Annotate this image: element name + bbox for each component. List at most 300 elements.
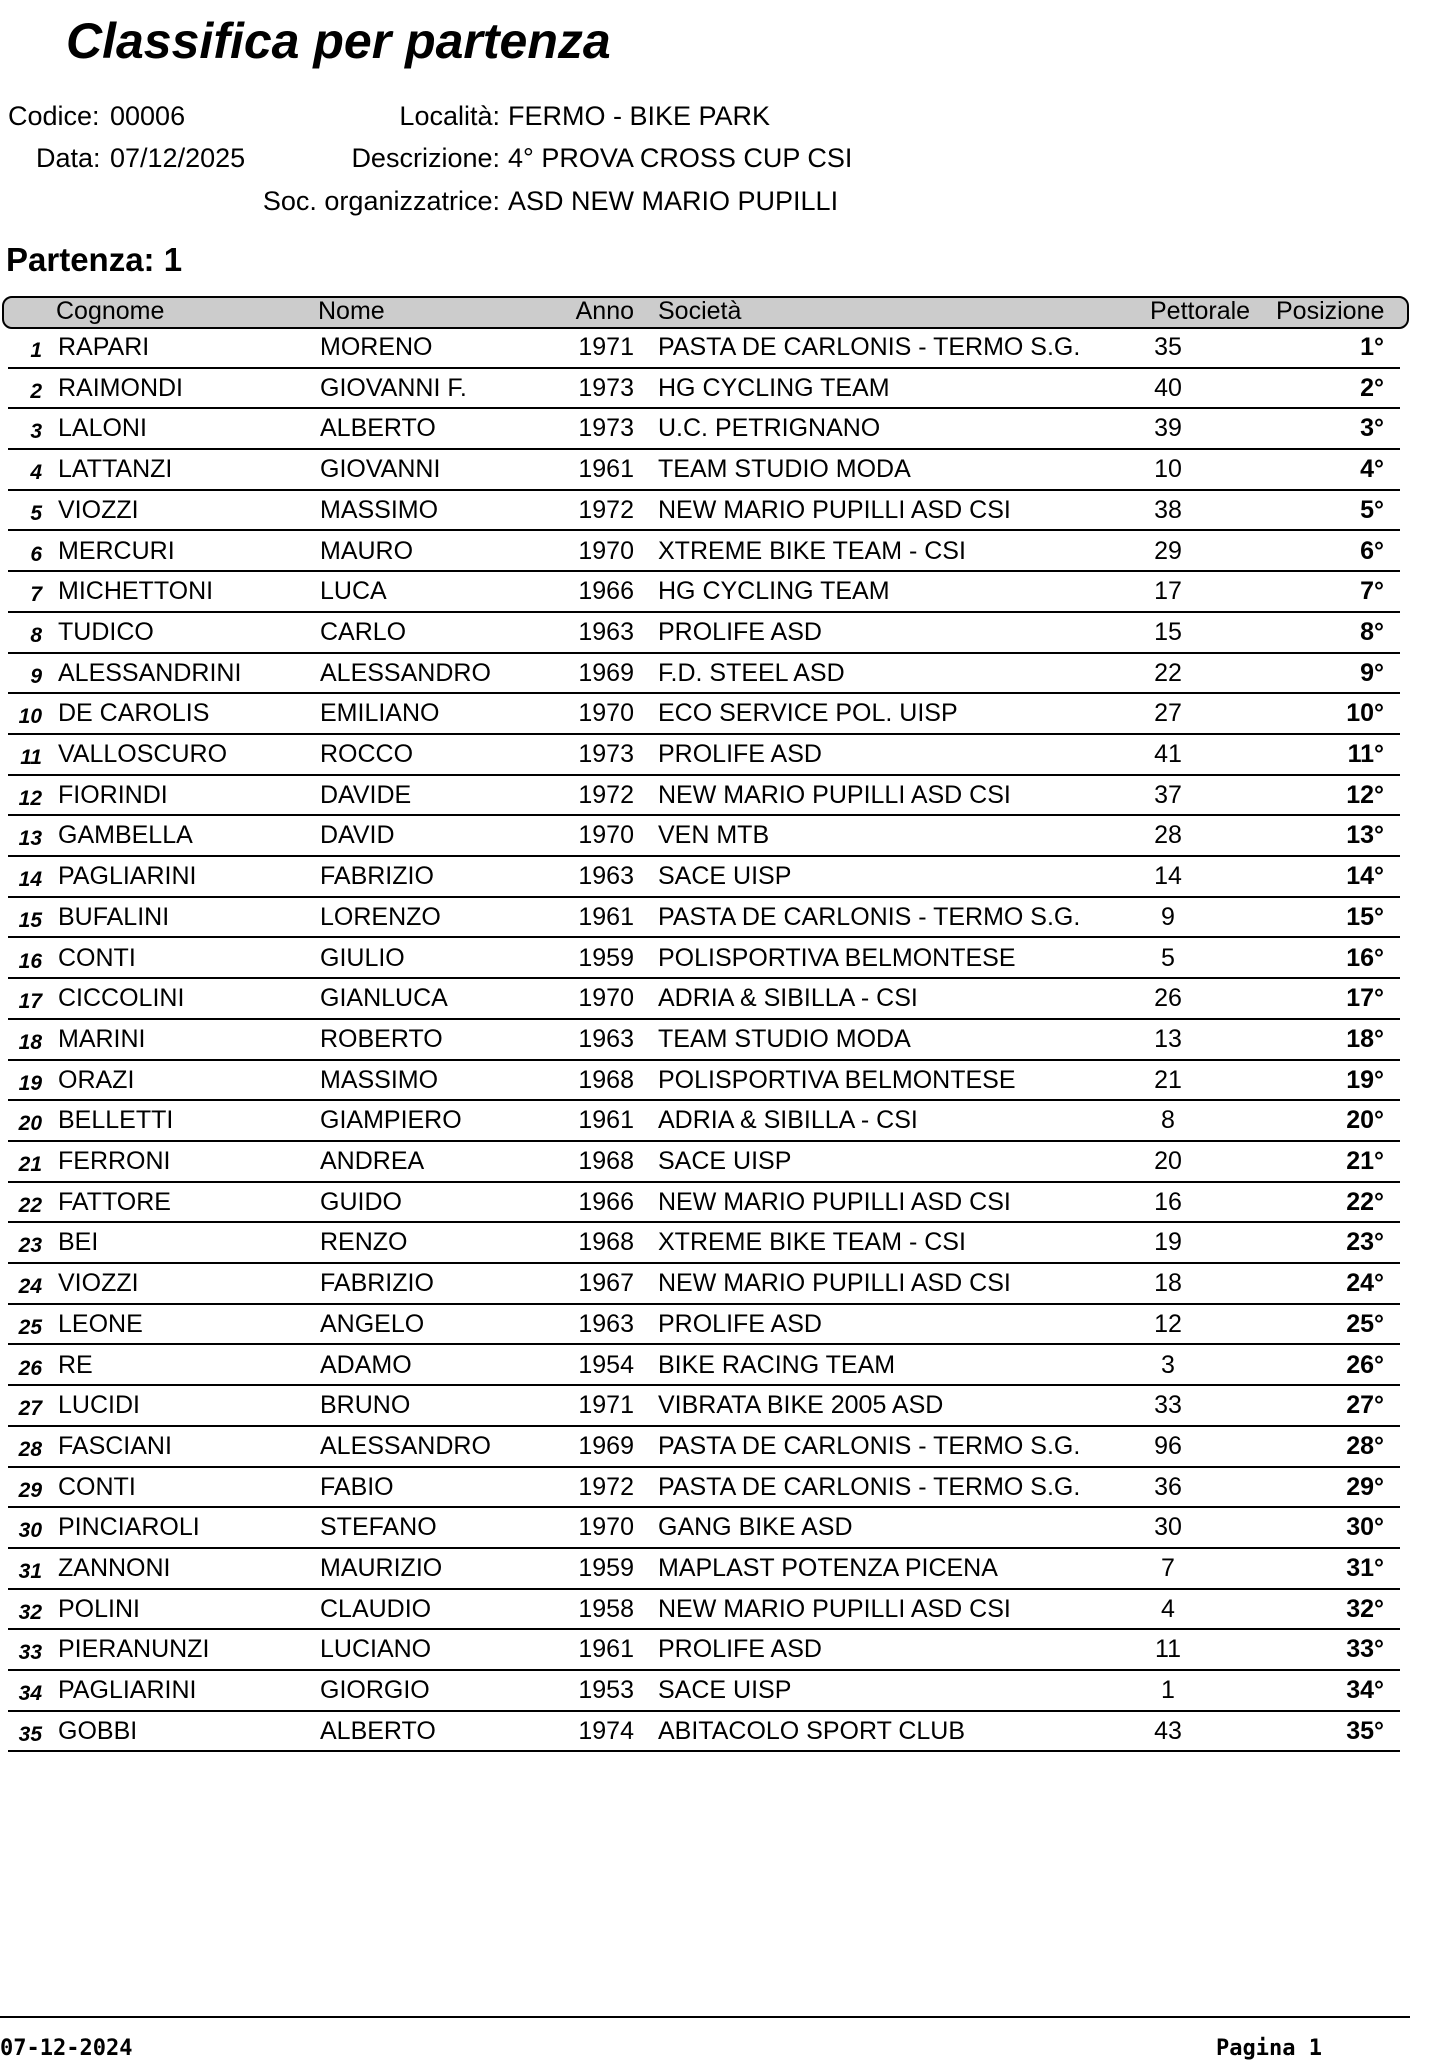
cell-posizione: 29° [1346, 1472, 1384, 1501]
cell-anno: 1970 [578, 984, 634, 1013]
table-row [8, 450, 1400, 491]
cell-pettorale: 41 [1154, 740, 1182, 768]
cell-cognome: POLINI [58, 1594, 140, 1623]
codice-value: 00006 [110, 101, 186, 131]
cell-posizione: 27° [1346, 1391, 1384, 1420]
cell-anno: 1973 [578, 740, 634, 768]
row-number: 13 [18, 827, 42, 851]
table-row [8, 1427, 1400, 1468]
cell-posizione: 2° [1360, 373, 1384, 402]
cell-nome: FABRIZIO [320, 1269, 434, 1298]
cell-nome: GIULIO [320, 943, 405, 972]
cell-posizione: 23° [1346, 1228, 1384, 1257]
cell-cognome: RE [58, 1350, 93, 1379]
cell-posizione: 32° [1346, 1594, 1384, 1623]
data-value: 07/12/2025 [110, 143, 246, 173]
row-number: 7 [30, 583, 42, 607]
table-row [8, 735, 1400, 776]
cell-societa: PASTA DE CARLONIS - TERMO S.G. [658, 333, 1081, 361]
table-row [8, 939, 1400, 980]
table-row [8, 328, 1400, 369]
cell-anno: 1971 [578, 333, 634, 361]
cell-posizione: 16° [1346, 943, 1384, 972]
cell-cognome: PINCIAROLI [58, 1513, 200, 1542]
cell-anno: 1970 [578, 699, 634, 728]
row-number: 23 [18, 1234, 42, 1258]
cell-pettorale: 7 [1161, 1554, 1175, 1582]
row-number: 2 [30, 379, 42, 403]
cell-posizione: 35° [1346, 1716, 1384, 1745]
cell-pettorale: 37 [1154, 780, 1182, 809]
table-row [8, 491, 1400, 532]
table-row [8, 776, 1400, 817]
cell-societa: POLISPORTIVA BELMONTESE [658, 943, 1016, 972]
cell-pettorale: 36 [1154, 1472, 1182, 1501]
cell-anno: 1970 [578, 536, 634, 565]
cell-pettorale: 16 [1154, 1187, 1182, 1216]
cell-pettorale: 5 [1161, 943, 1175, 972]
cell-societa: F.D. STEEL ASD [658, 658, 845, 687]
cell-posizione: 7° [1360, 577, 1384, 606]
table-row [8, 898, 1400, 939]
cell-nome: GIOVANNI F. [320, 373, 467, 402]
cell-posizione: 30° [1346, 1513, 1384, 1542]
cell-societa: VEN MTB [658, 821, 770, 850]
row-number: 34 [18, 1682, 42, 1706]
cell-pettorale: 3 [1161, 1350, 1175, 1379]
localita-value: FERMO - BIKE PARK [508, 101, 771, 131]
cell-nome: ALBERTO [320, 414, 436, 443]
table-row [8, 1346, 1400, 1387]
cell-pettorale: 15 [1154, 617, 1182, 646]
cell-nome: MAURIZIO [320, 1554, 443, 1582]
cell-societa: ADRIA & SIBILLA - CSI [658, 1106, 918, 1135]
cell-pettorale: 29 [1154, 536, 1182, 565]
cell-nome: CARLO [320, 617, 407, 646]
cell-anno: 1959 [578, 1554, 634, 1582]
cell-societa: PASTA DE CARLONIS - TERMO S.G. [658, 902, 1081, 931]
cell-nome: LUCIANO [320, 1635, 432, 1664]
row-number: 30 [18, 1519, 42, 1543]
cell-societa: NEW MARIO PUPILLI ASD CSI [658, 1187, 1011, 1216]
table-row [8, 1508, 1400, 1549]
cell-societa: PROLIFE ASD [658, 740, 822, 768]
table-row [8, 1223, 1400, 1264]
row-number: 6 [30, 542, 42, 566]
table-row [8, 1630, 1400, 1671]
cell-posizione: 19° [1346, 1065, 1384, 1094]
cell-pettorale: 13 [1154, 1024, 1182, 1053]
cell-pettorale: 22 [1154, 658, 1182, 687]
cell-cognome: MARINI [58, 1024, 146, 1053]
cell-pettorale: 11 [1155, 1635, 1181, 1664]
row-number: 35 [18, 1722, 42, 1746]
cell-cognome: FASCIANI [58, 1431, 172, 1460]
cell-anno: 1953 [578, 1676, 634, 1705]
cell-cognome: CONTI [58, 943, 136, 972]
cell-anno: 1959 [578, 943, 634, 972]
cell-posizione: 28° [1346, 1431, 1384, 1460]
table-row [8, 532, 1400, 573]
cell-pettorale: 40 [1154, 373, 1182, 402]
row-number: 27 [18, 1397, 42, 1421]
cell-cognome: PAGLIARINI [58, 1676, 197, 1705]
cell-cognome: PAGLIARINI [58, 862, 197, 891]
cell-anno: 1966 [578, 577, 634, 606]
cell-cognome: GAMBELLA [58, 821, 193, 850]
cell-posizione: 10° [1346, 699, 1384, 728]
cell-societa: HG CYCLING TEAM [658, 373, 890, 402]
row-number: 17 [18, 990, 42, 1014]
soc-organizzatrice-value: ASD NEW MARIO PUPILLI [508, 186, 839, 216]
table-row [8, 694, 1400, 735]
cell-cognome: LALONI [58, 414, 147, 443]
row-number: 31 [18, 1560, 42, 1583]
cell-cognome: CONTI [58, 1472, 136, 1501]
row-number: 11 [20, 746, 42, 769]
cell-anno: 1961 [578, 1635, 634, 1664]
cell-posizione: 15° [1346, 902, 1384, 931]
cell-cognome: CICCOLINI [58, 984, 185, 1013]
row-number: 25 [18, 1315, 42, 1339]
cell-nome: ADAMO [320, 1350, 412, 1379]
cell-pettorale: 12 [1154, 1309, 1182, 1338]
cell-cognome: LEONE [58, 1309, 143, 1338]
cell-societa: PROLIFE ASD [658, 1635, 822, 1664]
cell-societa: BIKE RACING TEAM [658, 1350, 896, 1379]
cell-cognome: VALLOSCURO [58, 740, 228, 768]
cell-nome: MORENO [320, 333, 433, 361]
cell-cognome: BEI [58, 1228, 99, 1257]
cell-nome: MASSIMO [320, 495, 439, 524]
row-number: 5 [30, 501, 42, 525]
table-row [8, 409, 1400, 450]
cell-anno: 1963 [578, 1309, 634, 1338]
cell-anno: 1973 [578, 414, 634, 443]
cell-nome: FABRIZIO [320, 862, 434, 891]
cell-posizione: 21° [1346, 1147, 1384, 1175]
cell-nome: ALESSANDRO [320, 1431, 491, 1460]
cell-posizione: 17° [1346, 984, 1384, 1013]
cell-nome: DAVID [320, 821, 395, 850]
cell-cognome: VIOZZI [58, 495, 139, 524]
cell-posizione: 1° [1360, 333, 1384, 361]
cell-anno: 1973 [578, 373, 634, 402]
cell-pettorale: 4 [1161, 1594, 1175, 1623]
cell-posizione: 26° [1346, 1350, 1384, 1379]
row-number: 4 [30, 461, 42, 485]
cell-nome: CLAUDIO [320, 1594, 432, 1623]
cell-nome: LUCA [320, 577, 387, 606]
cell-posizione: 11° [1347, 740, 1384, 768]
cell-pettorale: 39 [1154, 414, 1182, 443]
table-row [8, 816, 1400, 857]
cell-nome: MAURO [320, 536, 414, 565]
table-row [8, 1020, 1400, 1061]
data-label: Data: [36, 143, 101, 173]
cell-societa: GANG BIKE ASD [658, 1513, 853, 1542]
table-row [8, 1671, 1400, 1712]
table-row [8, 979, 1400, 1020]
cell-societa: PASTA DE CARLONIS - TERMO S.G. [658, 1431, 1081, 1460]
cell-anno: 1967 [578, 1269, 634, 1298]
header-nome: Nome [318, 297, 385, 325]
row-number: 14 [18, 868, 42, 892]
row-number: 8 [30, 623, 42, 647]
cell-societa: TEAM STUDIO MODA [658, 1024, 911, 1053]
cell-pettorale: 10 [1154, 455, 1182, 484]
cell-pettorale: 26 [1154, 984, 1182, 1013]
cell-societa: PASTA DE CARLONIS - TERMO S.G. [658, 1472, 1081, 1501]
cell-societa: NEW MARIO PUPILLI ASD CSI [658, 495, 1011, 524]
table-row [8, 1549, 1400, 1590]
header-societa: Società [658, 297, 742, 325]
cell-posizione: 34° [1346, 1676, 1384, 1705]
descrizione-label: Descrizione: [351, 143, 500, 173]
cell-anno: 1969 [578, 658, 634, 687]
cell-posizione: 25° [1346, 1309, 1384, 1338]
cell-anno: 1968 [578, 1147, 634, 1175]
cell-anno: 1963 [578, 862, 634, 891]
cell-societa: SACE UISP [658, 1147, 792, 1175]
cell-posizione: 3° [1360, 414, 1384, 443]
table-row [8, 1061, 1400, 1102]
row-number: 24 [18, 1275, 42, 1299]
cell-cognome: RAPARI [58, 333, 150, 361]
cell-nome: DAVIDE [320, 780, 412, 809]
cell-pettorale: 35 [1154, 333, 1182, 361]
footer-divider [0, 2016, 1410, 2018]
cell-pettorale: 9 [1161, 902, 1175, 931]
cell-posizione: 33° [1346, 1635, 1384, 1664]
cell-nome: ROCCO [320, 740, 414, 768]
cell-societa: SACE UISP [658, 1676, 792, 1705]
cell-societa: XTREME BIKE TEAM - CSI [658, 1228, 966, 1257]
row-number: 32 [18, 1600, 42, 1624]
cell-nome: ALESSANDRO [320, 658, 491, 687]
row-number: 10 [18, 705, 42, 729]
cell-posizione: 22° [1346, 1187, 1384, 1216]
cell-cognome: FIORINDI [58, 780, 168, 809]
table-row [8, 613, 1400, 654]
table-row [8, 654, 1400, 695]
table-row [8, 1712, 1400, 1753]
cell-pettorale: 14 [1154, 862, 1182, 891]
cell-pettorale: 1 [1161, 1676, 1175, 1705]
cell-anno: 1961 [578, 1106, 634, 1135]
row-number: 12 [18, 786, 42, 810]
row-number: 29 [18, 1478, 42, 1502]
footer-date: 07-12-2024 [0, 2036, 133, 2061]
cell-posizione: 5° [1360, 495, 1384, 524]
cell-anno: 1963 [578, 1024, 634, 1053]
cell-posizione: 4° [1360, 455, 1384, 484]
row-number: 18 [18, 1030, 42, 1054]
cell-anno: 1969 [578, 1431, 634, 1460]
cell-cognome: LATTANZI [58, 455, 173, 484]
row-number: 9 [30, 664, 42, 688]
cell-societa: NEW MARIO PUPILLI ASD CSI [658, 780, 1011, 809]
table-row [8, 1264, 1400, 1305]
cell-pettorale: 27 [1154, 699, 1182, 728]
cell-nome: MASSIMO [320, 1065, 439, 1094]
cell-pettorale: 8 [1161, 1106, 1175, 1135]
descrizione-value: 4° PROVA CROSS CUP CSI [508, 143, 853, 173]
cell-posizione: 6° [1360, 536, 1384, 565]
cell-cognome: GOBBI [58, 1716, 138, 1745]
cell-anno: 1972 [578, 780, 634, 809]
cell-nome: GIOVANNI [320, 455, 441, 484]
cell-anno: 1961 [578, 455, 634, 484]
header-cognome: Cognome [56, 297, 165, 325]
table-row [8, 1590, 1400, 1631]
page-title: Classifica per partenza [66, 13, 611, 69]
cell-cognome: DE CAROLIS [58, 699, 210, 728]
cell-anno: 1970 [578, 1513, 634, 1542]
cell-anno: 1972 [578, 1472, 634, 1501]
cell-societa: HG CYCLING TEAM [658, 577, 890, 606]
cell-cognome: BELLETTI [58, 1106, 174, 1135]
table-row [8, 1468, 1400, 1509]
header-posizione: Posizione [1276, 297, 1385, 325]
cell-pettorale: 18 [1154, 1269, 1182, 1298]
cell-posizione: 18° [1346, 1024, 1384, 1053]
cell-anno: 1968 [578, 1065, 634, 1094]
cell-nome: ANGELO [320, 1309, 425, 1338]
cell-nome: GUIDO [320, 1187, 402, 1216]
table-row [8, 369, 1400, 410]
cell-posizione: 8° [1360, 617, 1384, 646]
cell-pettorale: 43 [1154, 1716, 1182, 1745]
cell-posizione: 20° [1346, 1106, 1384, 1135]
cell-cognome: ALESSANDRINI [58, 658, 242, 687]
cell-societa: MAPLAST POTENZA PICENA [658, 1554, 998, 1582]
header-pettorale: Pettorale [1150, 297, 1251, 325]
cell-nome: ALBERTO [320, 1716, 436, 1745]
cell-anno: 1971 [578, 1391, 634, 1420]
cell-anno: 1966 [578, 1187, 634, 1216]
cell-pettorale: 19 [1154, 1228, 1182, 1257]
cell-societa: POLISPORTIVA BELMONTESE [658, 1065, 1016, 1094]
cell-anno: 1974 [578, 1716, 634, 1745]
cell-societa: NEW MARIO PUPILLI ASD CSI [658, 1269, 1011, 1298]
cell-societa: ABITACOLO SPORT CLUB [658, 1716, 966, 1745]
table-row [8, 857, 1400, 898]
cell-anno: 1968 [578, 1228, 634, 1257]
cell-anno: 1963 [578, 617, 634, 646]
cell-posizione: 9° [1360, 658, 1384, 687]
cell-pettorale: 33 [1154, 1391, 1182, 1420]
row-number: 26 [18, 1356, 42, 1380]
soc-organizzatrice-label: Soc. organizzatrice: [262, 186, 500, 216]
row-number: 1 [30, 339, 42, 362]
cell-nome: GIORGIO [320, 1676, 430, 1705]
cell-nome: EMILIANO [320, 699, 440, 728]
localita-label: Località: [399, 101, 500, 131]
header-anno: Anno [575, 297, 634, 325]
cell-anno: 1958 [578, 1594, 634, 1623]
cell-cognome: RAIMONDI [58, 373, 183, 402]
cell-cognome: FERRONI [58, 1147, 171, 1175]
cell-societa: XTREME BIKE TEAM - CSI [658, 536, 966, 565]
cell-nome: ROBERTO [320, 1024, 443, 1053]
cell-anno: 1961 [578, 902, 634, 931]
cell-cognome: BUFALINI [58, 902, 170, 931]
cell-nome: RENZO [320, 1228, 408, 1257]
row-number: 28 [18, 1437, 42, 1461]
cell-societa: SACE UISP [658, 862, 792, 891]
cell-pettorale: 21 [1154, 1065, 1182, 1094]
partenza-heading: Partenza: 1 [6, 241, 183, 278]
cell-societa: U.C. PETRIGNANO [658, 414, 881, 443]
footer-page-number: Pagina 1 [1216, 2036, 1322, 2061]
cell-posizione: 24° [1346, 1269, 1384, 1298]
cell-societa: PROLIFE ASD [658, 617, 822, 646]
codice-label: Codice: [8, 101, 100, 131]
cell-nome: BRUNO [320, 1391, 411, 1420]
row-number: 33 [18, 1641, 42, 1665]
cell-nome: GIANLUCA [320, 984, 448, 1013]
cell-posizione: 12° [1346, 780, 1384, 809]
cell-posizione: 13° [1346, 821, 1384, 850]
cell-societa: PROLIFE ASD [658, 1309, 822, 1338]
cell-anno: 1970 [578, 821, 634, 850]
row-number: 15 [18, 908, 42, 932]
cell-nome: LORENZO [320, 902, 441, 931]
cell-societa: ECO SERVICE POL. UISP [658, 699, 958, 728]
table-row [8, 1142, 1400, 1183]
row-number: 3 [30, 420, 42, 444]
cell-pettorale: 30 [1154, 1513, 1182, 1542]
row-number: 22 [18, 1193, 42, 1217]
table-row [8, 1386, 1400, 1427]
table-row [8, 572, 1400, 613]
table-row [8, 1183, 1400, 1224]
cell-pettorale: 38 [1154, 495, 1182, 524]
table-row [8, 1101, 1400, 1142]
cell-anno: 1954 [578, 1350, 634, 1379]
cell-cognome: ZANNONI [58, 1554, 171, 1582]
cell-societa: TEAM STUDIO MODA [658, 455, 911, 484]
cell-pettorale: 28 [1154, 821, 1182, 850]
cell-cognome: LUCIDI [58, 1391, 140, 1420]
table-row [8, 1305, 1400, 1346]
row-number: 21 [18, 1153, 42, 1176]
cell-nome: STEFANO [320, 1513, 437, 1542]
cell-pettorale: 17 [1154, 577, 1182, 606]
cell-cognome: ORAZI [58, 1065, 135, 1094]
cell-pettorale: 20 [1154, 1147, 1182, 1175]
cell-nome: ANDREA [320, 1147, 425, 1175]
cell-posizione: 31° [1346, 1554, 1384, 1582]
cell-cognome: MICHETTONI [58, 577, 214, 606]
cell-cognome: FATTORE [58, 1187, 171, 1216]
cell-anno: 1972 [578, 495, 634, 524]
row-number: 20 [18, 1112, 42, 1136]
cell-nome: FABIO [320, 1472, 394, 1501]
cell-posizione: 14° [1346, 862, 1384, 891]
row-number: 19 [18, 1071, 42, 1095]
cell-pettorale: 96 [1154, 1431, 1182, 1460]
cell-societa: VIBRATA BIKE 2005 ASD [658, 1391, 944, 1420]
cell-cognome: MERCURI [58, 536, 175, 565]
cell-cognome: PIERANUNZI [58, 1635, 210, 1664]
cell-cognome: VIOZZI [58, 1269, 139, 1298]
cell-societa: NEW MARIO PUPILLI ASD CSI [658, 1594, 1011, 1623]
cell-nome: GIAMPIERO [320, 1106, 462, 1135]
cell-societa: ADRIA & SIBILLA - CSI [658, 984, 918, 1013]
cell-cognome: TUDICO [58, 617, 154, 646]
